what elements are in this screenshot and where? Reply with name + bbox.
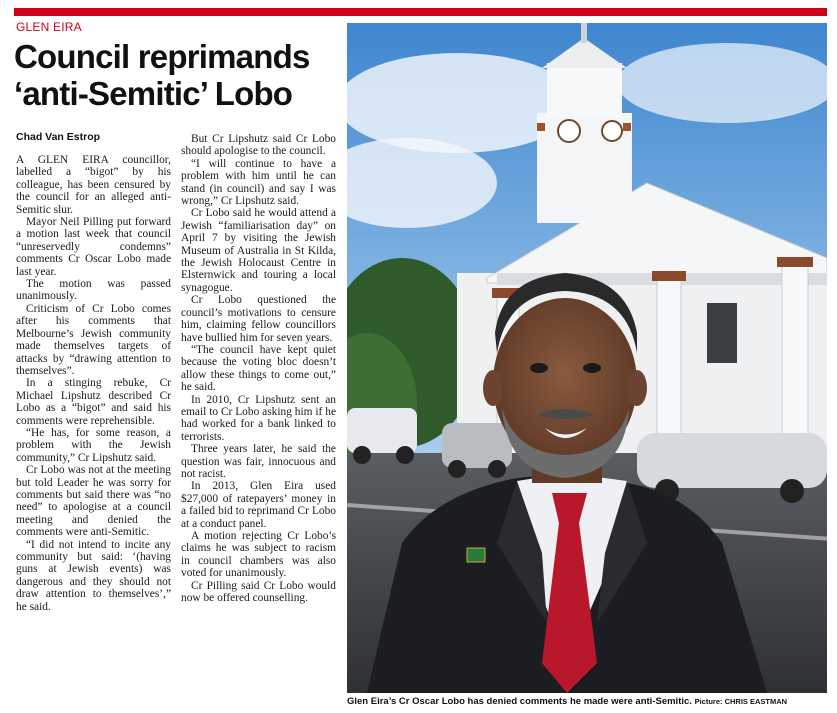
paragraph: A GLEN EIRA councillor, labelled a “bigot” by his colleague, has been censured by the council for an alleged anti-Semitic slur. (16, 154, 171, 216)
section-label: GLEN EIRA (16, 20, 82, 34)
paragraph: But Cr Lipshutz said Cr Lobo should apologise to the council. (181, 133, 336, 158)
section-rule (14, 8, 827, 16)
paragraph: In 2010, Cr Lipshutz sent an email to Cr Lobo asking him if he had worked for a bank linked to terrorists. (181, 393, 336, 443)
paragraph: The motion was passed unanimously. (16, 278, 171, 303)
photo-caption (347, 696, 827, 707)
paragraph: Cr Lobo said he would attend a Jewish “familiarisation day” on April 7 by visiting the Jewish Museum of Australia in St Kilda, the Jewish Holocaust Centre in Elsternwick and touring a local synagogue. (181, 207, 336, 294)
paragraph: Cr Pilling said Cr Lobo would now be offered counselling. (181, 579, 336, 605)
paragraph: Cr Lobo questioned the council’s motivations to censure him, claiming fellow councillors have bullied him for seven years. (181, 294, 336, 344)
paragraph: Mayor Neil Pilling put forward a motion last week that council “unreservedly condemns” comments Cr Oscar Lobo made last year. (16, 216, 171, 278)
paragraph: “I did not intend to incite any community but said: ‘(having guns at Jewish events) was dangerous and they should not draw attention to themselves’,” he said. (16, 538, 171, 613)
photo-credit: Picture: CHRIS EASTMAN (694, 697, 788, 706)
paragraph: Criticism of Cr Lobo comes after his comments that Melbourne’s Jewish community made themselves targets of attacks by “drawing attention to themselves”. (16, 302, 171, 377)
paragraph: In a stinging rebuke, Cr Michael Lipshutz described Cr Lobo as a “bigot” and said his comments were reprehensible. (16, 377, 171, 427)
headline: Council reprimands ‘anti-Semitic’ Lobo (14, 38, 310, 112)
article-column-1 (16, 154, 171, 613)
caption-text: Glen Eira’s Cr Oscar Lobo has denied comments he made were anti-Semitic. (347, 696, 692, 707)
paragraph: “The council have kept quiet because the voting bloc doesn’t allow these things to come out,” he said. (181, 343, 336, 394)
paragraph: “I will continue to have a problem with him until he can stand (in council) and say I was wrong,” Cr Lipshutz said. (181, 157, 336, 208)
article-column-2 (181, 133, 336, 604)
paragraph: “He has, for some reason, a problem with the Jewish community,” Cr Lipshutz said. (16, 426, 171, 464)
councillor-photo (347, 23, 827, 693)
paragraph: Cr Lobo was not at the meeting but told Leader he was sorry for comments but said there was “no need” to apologise at a council meeting and denied the comments were anti-Semitic. (16, 464, 171, 539)
byline: Chad Van Estrop (16, 131, 101, 143)
paragraph: Three years later, he said the question was fair, innocuous and not racist. (181, 443, 336, 480)
paragraph: A motion rejecting Cr Lobo’s claims he was subject to racism in council chambers was also voted for unanimously. (181, 530, 336, 580)
paragraph: In 2013, Glen Eira used $27,000 of ratepayers’ money in a failed bid to reprimand Cr Lobo at a conduct panel. (181, 480, 336, 530)
